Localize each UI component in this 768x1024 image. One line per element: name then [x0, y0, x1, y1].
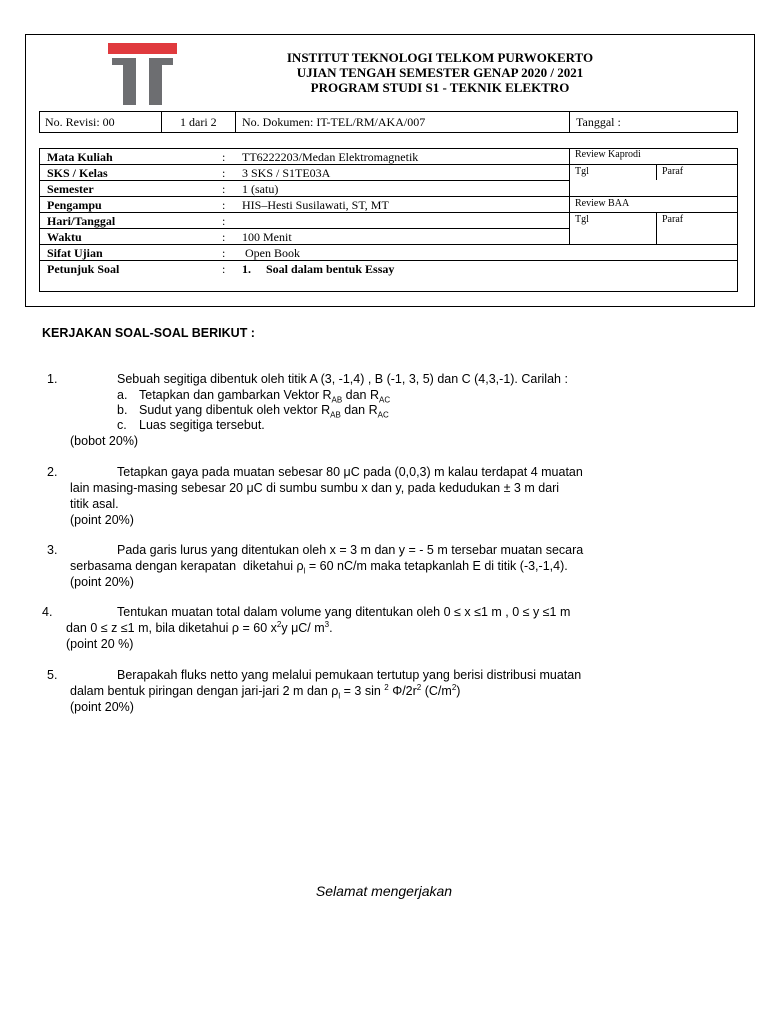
q3-number: 3.: [47, 543, 58, 557]
review-baa-paraf: Paraf: [662, 214, 684, 225]
q4-line1: Tentukan muatan total dalam volume yang ditentukan oleh 0 ≤ x ≤1 m , 0 ≤ y ≤1 m: [117, 605, 571, 619]
info-sep: :: [222, 246, 226, 260]
info-value-waktu: 100 Menit: [242, 230, 292, 244]
info-value-sifat-ujian: Open Book: [242, 246, 300, 260]
info-value-mata-kuliah: TT6222203/Medan Elektromagnetik: [242, 150, 419, 164]
q2-line3: titik asal.: [70, 497, 119, 511]
info-label-waktu: Waktu: [47, 230, 82, 244]
info-value-petunjuk-number: 1.: [242, 262, 251, 276]
q1-weight: (bobot 20%): [70, 434, 139, 448]
q3-line1: Pada garis lurus yang ditentukan oleh x = 3 m dan y = - 5 m tersebar muatan secara: [117, 543, 584, 557]
review-baa-label: Review BAA: [575, 198, 630, 209]
info-label-mata-kuliah: Mata Kuliah: [47, 150, 113, 164]
institution-logo: [108, 43, 177, 105]
info-value-petunjuk-soal: Soal dalam bentuk Essay: [266, 262, 395, 276]
info-label-pengampu: Pengampu: [47, 198, 102, 212]
info-sep: :: [222, 230, 226, 244]
q2-point: (point 20%): [70, 513, 134, 527]
info-sep: :: [222, 182, 226, 196]
q1-text: Sebuah segitiga dibentuk oleh titik A (3, -1,4) , B (-1, 3, 5) dan C (4,3,-1). Carilah :: [117, 372, 568, 386]
q4-point: (point 20 %): [66, 637, 134, 651]
q5-line1: Berapakah fluks netto yang melalui pemukaan tertutup yang berisi distribusi muatan: [117, 668, 582, 682]
review-kaprodi-paraf: Paraf: [662, 166, 684, 177]
review-baa-tgl: Tgl: [575, 214, 589, 225]
program-title: PROGRAM STUDI S1 - TEKNIK ELEKTRO: [310, 80, 570, 95]
instruction-heading: KERJAKAN SOAL-SOAL BERIKUT :: [42, 326, 255, 340]
info-value-semester: 1 (satu): [242, 182, 279, 196]
q1-c-letter: c.: [117, 418, 127, 432]
q2-line2: lain masing-masing sebesar 20 μC di sumbu sumbu x dan y, pada kedudukan ± 3 m dari: [70, 481, 560, 495]
info-value-sks: 3 SKS / S1TE03A: [242, 166, 331, 180]
q4-number: 4.: [42, 605, 53, 619]
document-number: No. Dokumen: IT-TEL/RM/AKA/007: [242, 115, 426, 129]
info-label-sks: SKS / Kelas: [47, 166, 108, 180]
info-sep: :: [222, 214, 226, 228]
review-kaprodi-label: Review Kaprodi: [575, 149, 641, 160]
info-label-sifat-ujian: Sifat Ujian: [47, 246, 103, 260]
info-label-petunjuk-soal: Petunjuk Soal: [47, 262, 120, 276]
info-sep: :: [222, 150, 226, 164]
review-kaprodi-tgl: Tgl: [575, 166, 589, 177]
revision-number: No. Revisi: 00: [45, 115, 115, 129]
q5-number: 5.: [47, 668, 58, 682]
q3-line2: serbasama dengan kerapatan diketahui $\rho_l = 60$ nC/m maka tetapkanlah E di titik (-3,-1,4).: [70, 559, 568, 576]
info-value-pengampu: HIS–Hesti Susilawati, ST, MT: [242, 198, 389, 212]
q1-b-text: Sudut yang dibentuk oleh vektor $R_{AB}$ dan $R_{AC}$: [139, 403, 389, 420]
info-label-hari-tanggal: Hari/Tanggal: [47, 214, 116, 228]
exam-title: UJIAN TENGAH SEMESTER GENAP 2020 / 2021: [296, 65, 584, 80]
q5-point: (point 20%): [70, 700, 134, 714]
q1-a-text: Tetapkan dan gambarkan Vektor $R_{AB}$ dan $R_{AC}$: [139, 388, 391, 405]
q4-line2: dan 0 ≤ z ≤1 m, bila diketahui ρ = 60 $x^2y$ μC/ $m^3$.: [66, 619, 333, 635]
closing-text: Selamat mengerjakan: [315, 883, 453, 899]
page-count: 1 dari 2: [180, 115, 217, 129]
institution-name: INSTITUT TEKNOLOGI TELKOM PURWOKERTO: [286, 50, 594, 65]
date-label: Tanggal :: [576, 115, 621, 129]
info-sep: :: [222, 262, 226, 276]
info-sep: :: [222, 198, 226, 212]
q5-line2: dalam bentuk piringan dengan jari-jari 2 m dan $\rho_l = 3$ sin $^2$ $\Phi/2r^2$ $(C/m^2)$: [70, 682, 461, 701]
info-sep: :: [222, 166, 226, 180]
q1-b-letter: b.: [117, 403, 128, 417]
q1-number: 1.: [47, 372, 58, 386]
q2-number: 2.: [47, 465, 58, 479]
q2-line1: Tetapkan gaya pada muatan sebesar 80 μC pada (0,0,3) m kalau terdapat 4 muatan: [117, 465, 583, 479]
q1-a-letter: a.: [117, 388, 128, 402]
q3-point: (point 20%): [70, 575, 134, 589]
q1-c-text: Luas segitiga tersebut.: [139, 418, 265, 432]
info-label-semester: Semester: [47, 182, 94, 196]
